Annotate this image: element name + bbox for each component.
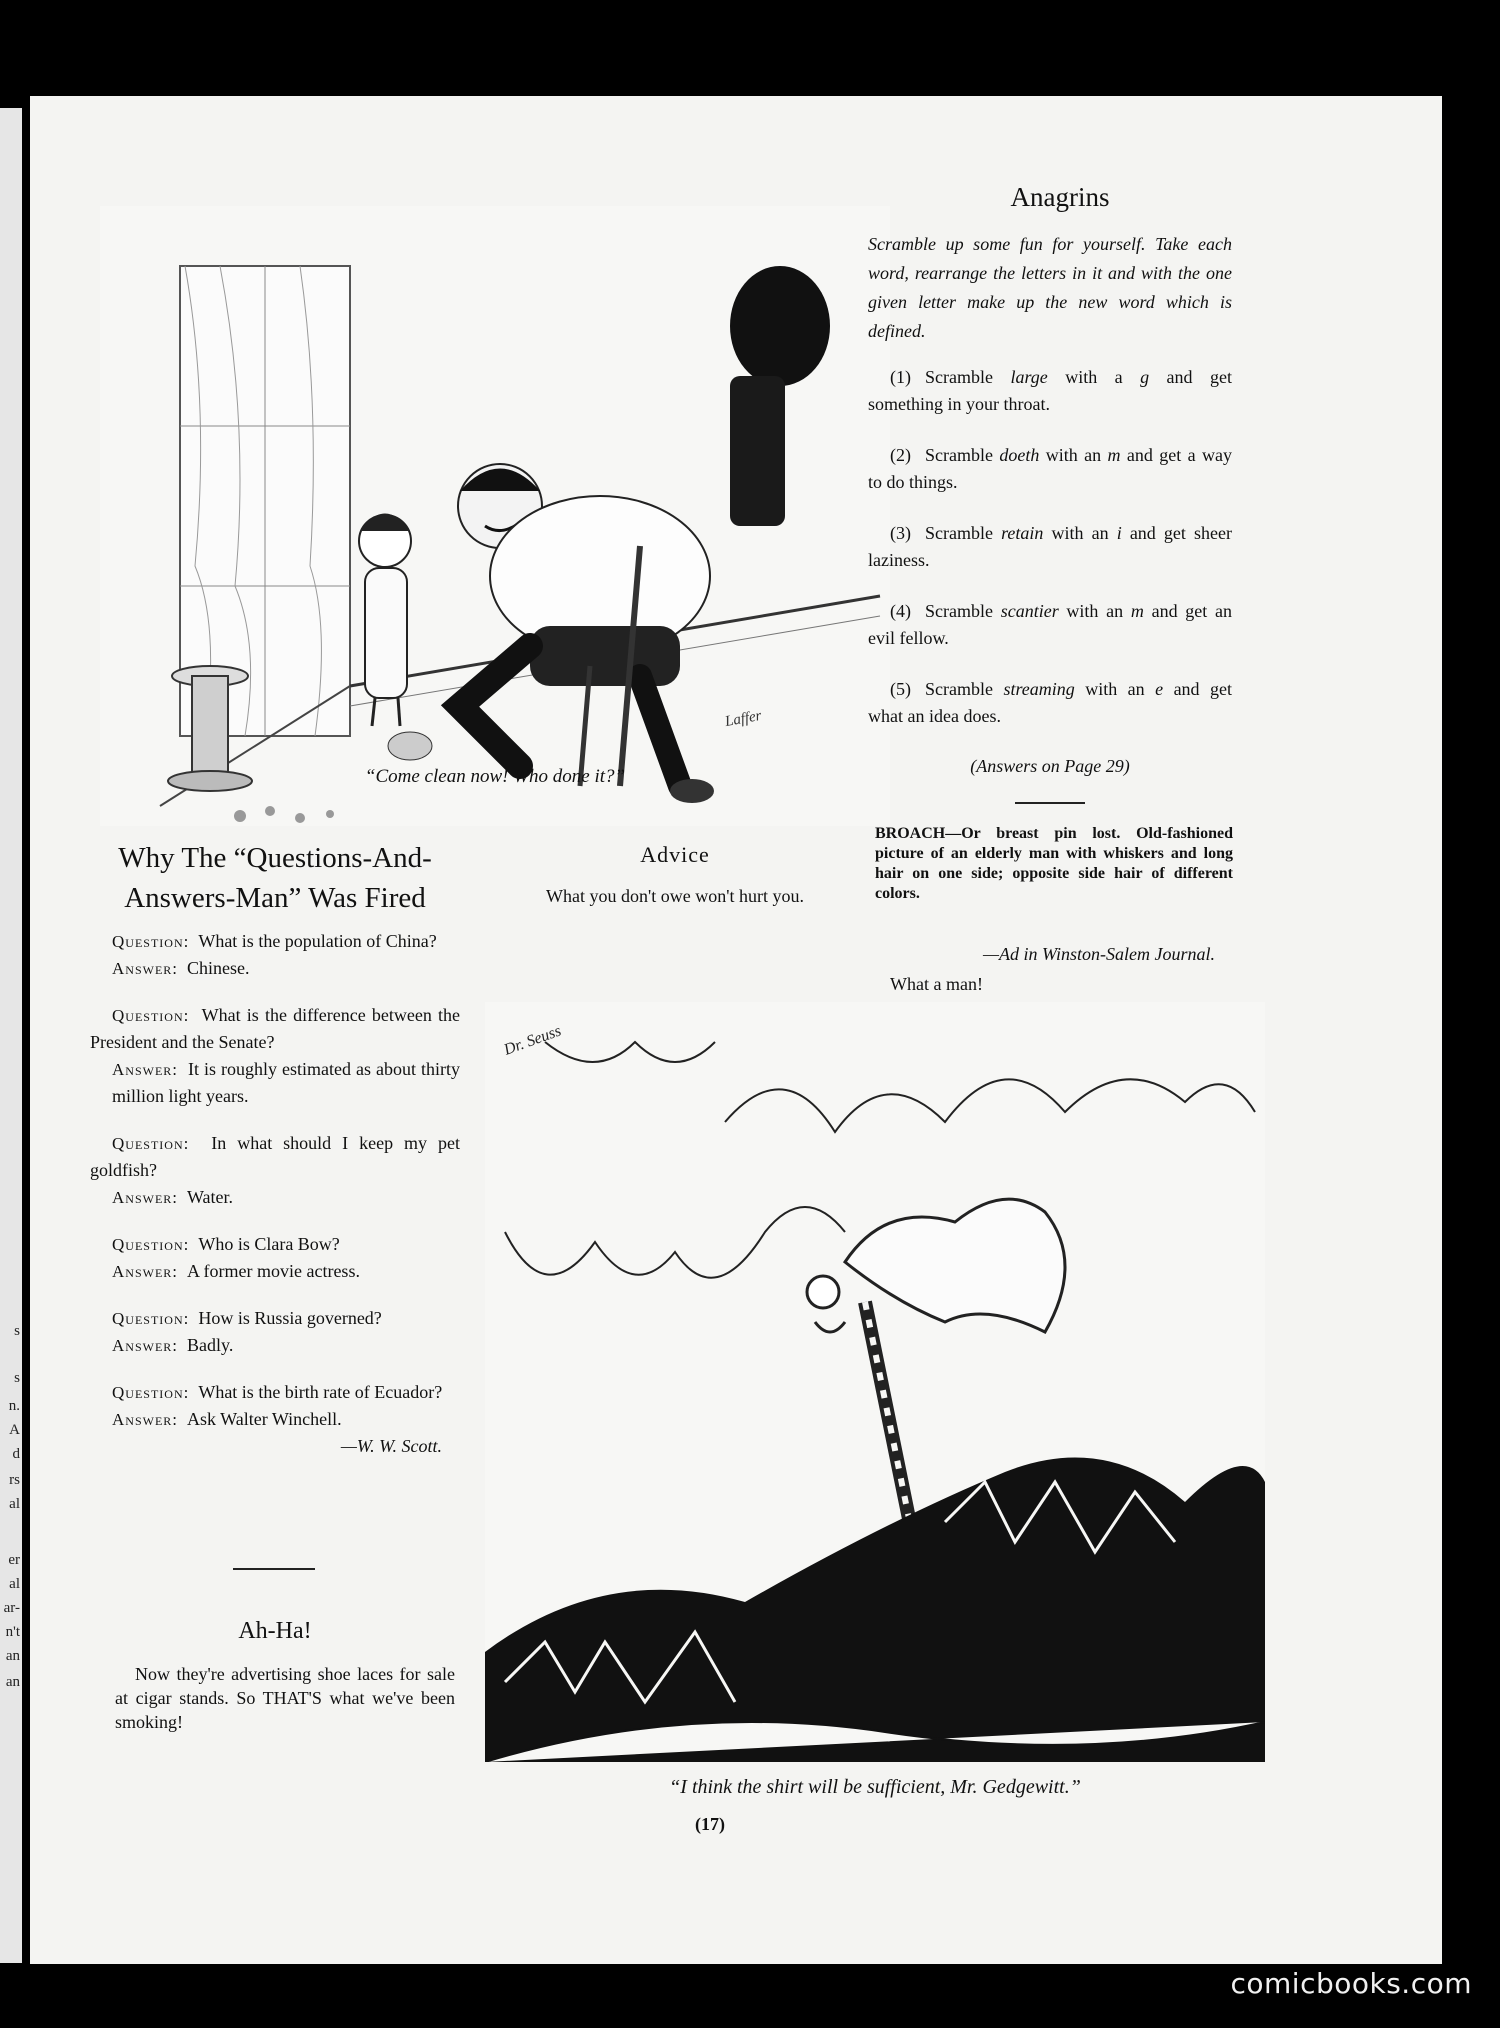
edge-fragment: d <box>12 1446 20 1462</box>
cartoon-wave-drawing <box>485 1002 1265 1762</box>
qa-byline: —W. W. Scott. <box>340 1436 442 1456</box>
advice-text: What you don't owe won't hurt you. <box>546 886 804 906</box>
cartoon-father-son <box>100 206 890 826</box>
edge-fragment: n't <box>5 1624 20 1640</box>
magazine-page <box>30 96 1442 1964</box>
qa-list <box>90 928 460 1460</box>
qa-pair: Question: Who is Clara Bow? Answer: A former movie actress. <box>112 1234 360 1281</box>
anagrins-title: Anagrins <box>1010 182 1110 212</box>
edge-fragment: rs <box>9 1472 20 1488</box>
site-watermark: comicbooks.com <box>1230 1967 1472 2000</box>
edge-fragment: s <box>14 1370 20 1386</box>
qa-pair: Question: What is the population of China? Answer: Chinese. <box>112 931 437 978</box>
edge-fragment: an <box>5 1674 20 1690</box>
qa-pair: Question: What is the difference between the President and the Senate? Answer: It is roughly estimated as about thirty million light years. <box>90 1005 460 1106</box>
cartoon-signature: Dr. Seuss <box>501 1022 564 1059</box>
edge-fragment: ar- <box>3 1600 20 1616</box>
edge-fragment: er <box>8 1552 20 1568</box>
edge-fragment: A <box>9 1422 20 1438</box>
anagrins-intro: Scramble up some fun for yourself. Take each word, rearrange the letters in it and with the one given letter make up the new word which is defined. <box>868 234 1232 341</box>
qa-pair: Question: How is Russia governed? Answer: Badly. <box>112 1308 382 1355</box>
cartoon-bottom-caption: “I think the shirt will be sufficient, Mr. Gedgewitt.” <box>669 1776 1081 1798</box>
divider-rule <box>1015 802 1085 804</box>
anagrin-item: (3) Scramble retain with an i and get sheer laziness. <box>868 523 1232 570</box>
broach-ad: BROACH—Or breast pin lost. Old-fashioned picture of an elderly man with whiskers and long hair on one side; opposite side hair of different colors. <box>875 825 1233 902</box>
anagrin-item: (2) Scramble doeth with an m and get a way to do things. <box>868 445 1232 492</box>
cartoon-father-son-drawing <box>100 206 890 826</box>
edge-fragment: s <box>14 1323 20 1339</box>
qa-pair: Question: What is the birth rate of Ecuador? Answer: Ask Walter Winchell. <box>112 1382 443 1429</box>
anagrin-item: (1) Scramble large with a g and get something in your throat. <box>868 367 1232 414</box>
broach-comment: What a man! <box>890 974 983 994</box>
anagrin-item: (5) Scramble streaming with an e and get what an idea does. <box>868 679 1233 726</box>
cartoon-top-caption: “Come clean now! Who done it?” <box>364 766 626 787</box>
anagrin-item: (4) Scramble scantier with an m and get an evil fellow. <box>868 601 1232 648</box>
cartoon-signature: Laffer <box>723 707 763 731</box>
edge-fragment: n. <box>8 1398 20 1414</box>
qa-pair: Question: In what should I keep my pet goldfish? Answer: Water. <box>90 1133 461 1207</box>
edge-fragment: al <box>9 1496 20 1512</box>
divider-rule <box>233 1568 315 1570</box>
qa-title: Why The “Questions-And- Answers-Man” Was Fired <box>118 842 432 914</box>
broach-source: —Ad in Winston-Salem Journal. <box>983 944 1215 964</box>
edge-fragment: al <box>9 1576 20 1592</box>
cartoon-wave-shirt <box>485 1002 1265 1762</box>
facing-page-edge <box>0 108 22 1963</box>
ahha-text: Now they're advertising shoe laces for sale at cigar stands. So THAT'S what we've been smoking! <box>115 1664 455 1732</box>
anagrins-answers-note: (Answers on Page 29) <box>970 756 1130 776</box>
advice-title: Advice <box>640 842 710 867</box>
page-number: (17) <box>695 1814 725 1834</box>
ahha-title: Ah-Ha! <box>238 1618 312 1644</box>
edge-fragment: an <box>5 1648 20 1664</box>
